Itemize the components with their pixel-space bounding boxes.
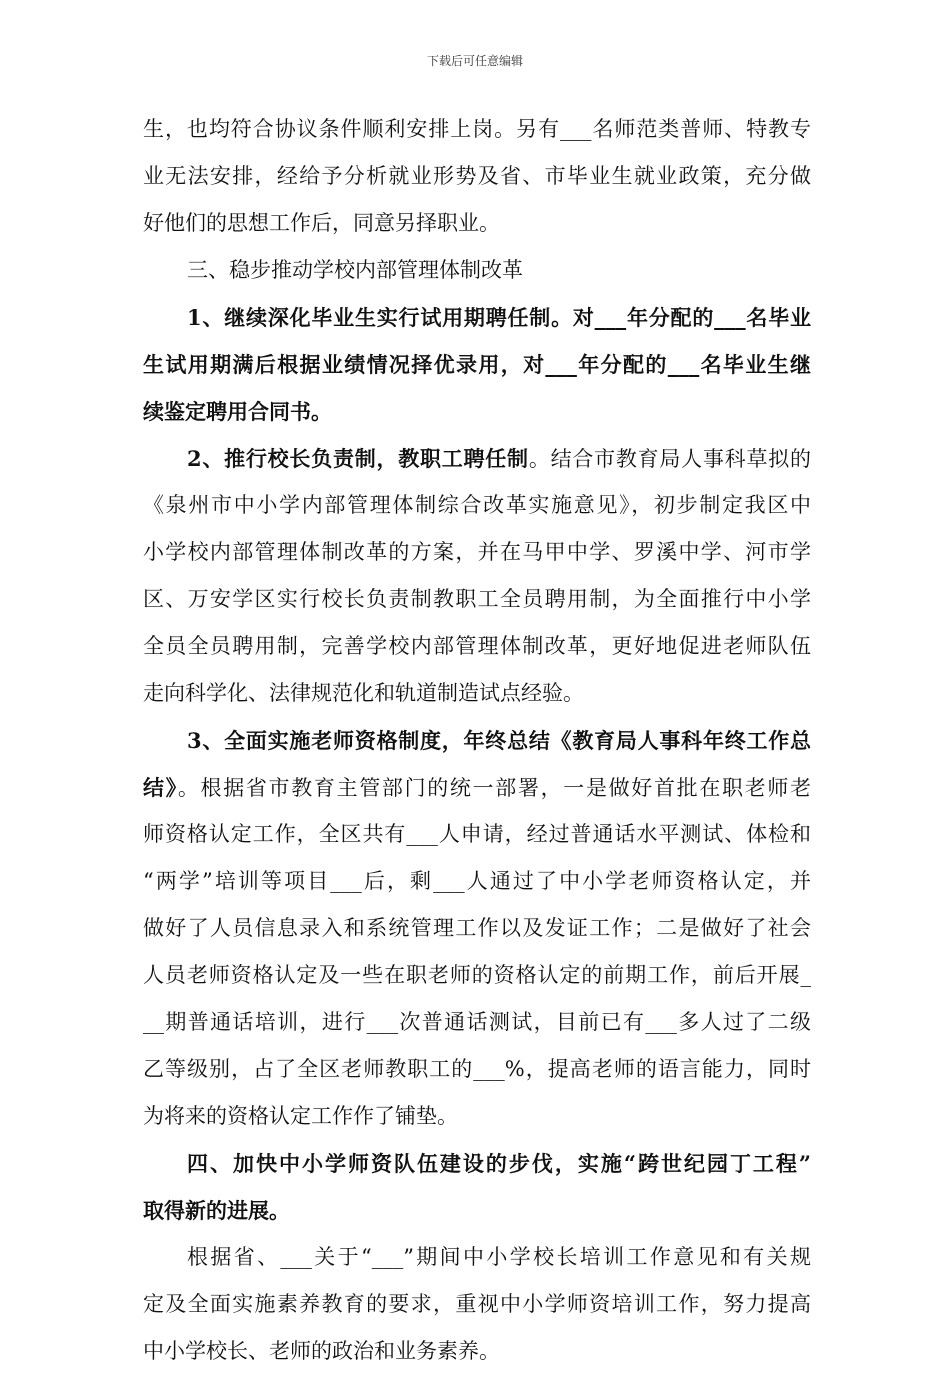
text-line-10: 小学校内部管理体制改革的方案，并在马甲中学、罗溪中学、河市学 <box>143 540 811 564</box>
text-line-20: __期普通话培训，进行___次普通话测试，目前已有___多人过了二级 <box>143 1010 811 1034</box>
subheading-2: 2、推行校长负责制，教职工聘任制 <box>187 446 529 471</box>
text-line-15-rest: 。根据省市教育主管部门的统一部署，一是做好首批在职老师老 <box>177 776 812 800</box>
section-heading-4: 四、加快中小学师资队伍建设的步伐，实施“跨世纪园丁工程” <box>187 1151 811 1176</box>
text-line-22: 为将来的资格认定工作作了铺垫。 <box>143 1104 458 1128</box>
text-line-17: “两学”培训等项目___后，剩___人通过了中小学老师资格认定，并 <box>143 869 811 893</box>
text-line-16: 师资格认定工作，全区共有___人申请，经过普通话水平测试、体检和 <box>143 822 811 846</box>
subheading-3-end: 结》 <box>143 775 178 800</box>
document-body <box>143 106 811 1375</box>
section-heading-3: 三、稳步推动学校内部管理体制改革 <box>187 258 523 282</box>
text-line-27: 中小学校长、老师的政治和业务素养。 <box>143 1339 500 1363</box>
text-line-12: 全员全员聘用制，完善学校内部管理体制改革，更好地促进老师队伍 <box>143 634 811 658</box>
text-line-26: 定及全面实施素养教育的要求，重视中小学师资培训工作，努力提高 <box>143 1292 811 1316</box>
text-line-6: 生试用期满后根据业绩情况择优录用，对___年分配的___名毕业生继 <box>143 352 811 377</box>
text-line-13: 走向科学化、法律规范化和轨道制造试点经验。 <box>143 681 584 705</box>
text-line-19: 人员老师资格认定及一些在职老师的资格认定的前期工作，前后开展_ <box>143 963 811 987</box>
text-line-8-rest: 。结合市教育局人事科草拟的 <box>528 447 811 471</box>
text-line-25: 根据省、___关于“___”期间中小学校长培训工作意见和有关规 <box>187 1245 811 1269</box>
text-line-9: 《泉州市中小学内部管理体制综合改革实施意见》，初步制定我区中 <box>143 493 811 517</box>
text-line-11: 区、万安学区实行校长负责制教职工全员聘用制，为全面推行中小学 <box>143 587 811 611</box>
text-line-15 <box>143 764 811 811</box>
text-line-8 <box>143 435 811 482</box>
text-line-1: 生，也均符合协议条件顺利安排上岗。另有___名师范类普师、特教专 <box>143 117 811 141</box>
text-line-14: 3、全面实施老师资格制度，年终总结《教育局人事科年终工作总 <box>187 728 811 753</box>
text-line-21: 乙等级别，占了全区老师教职工的___%，提高老师的语言能力，同时 <box>143 1057 811 1081</box>
text-line-5: 1、继续深化毕业生实行试用期聘任制。对___年分配的___名毕业 <box>187 305 811 330</box>
section-heading-4-cont: 取得新的进展。 <box>143 1198 290 1223</box>
text-line-7: 续鉴定聘用合同书。 <box>143 399 332 424</box>
text-line-18: 做好了人员信息录入和系统管理工作以及发证工作；二是做好了社会 <box>143 916 811 940</box>
text-line-2: 业无法安排，经给予分析就业形势及省、市毕业生就业政策，充分做 <box>143 164 811 188</box>
page-header: 下载后可任意编辑 <box>426 54 523 68</box>
text-line-3: 好他们的思想工作后，同意另择职业。 <box>143 211 500 235</box>
